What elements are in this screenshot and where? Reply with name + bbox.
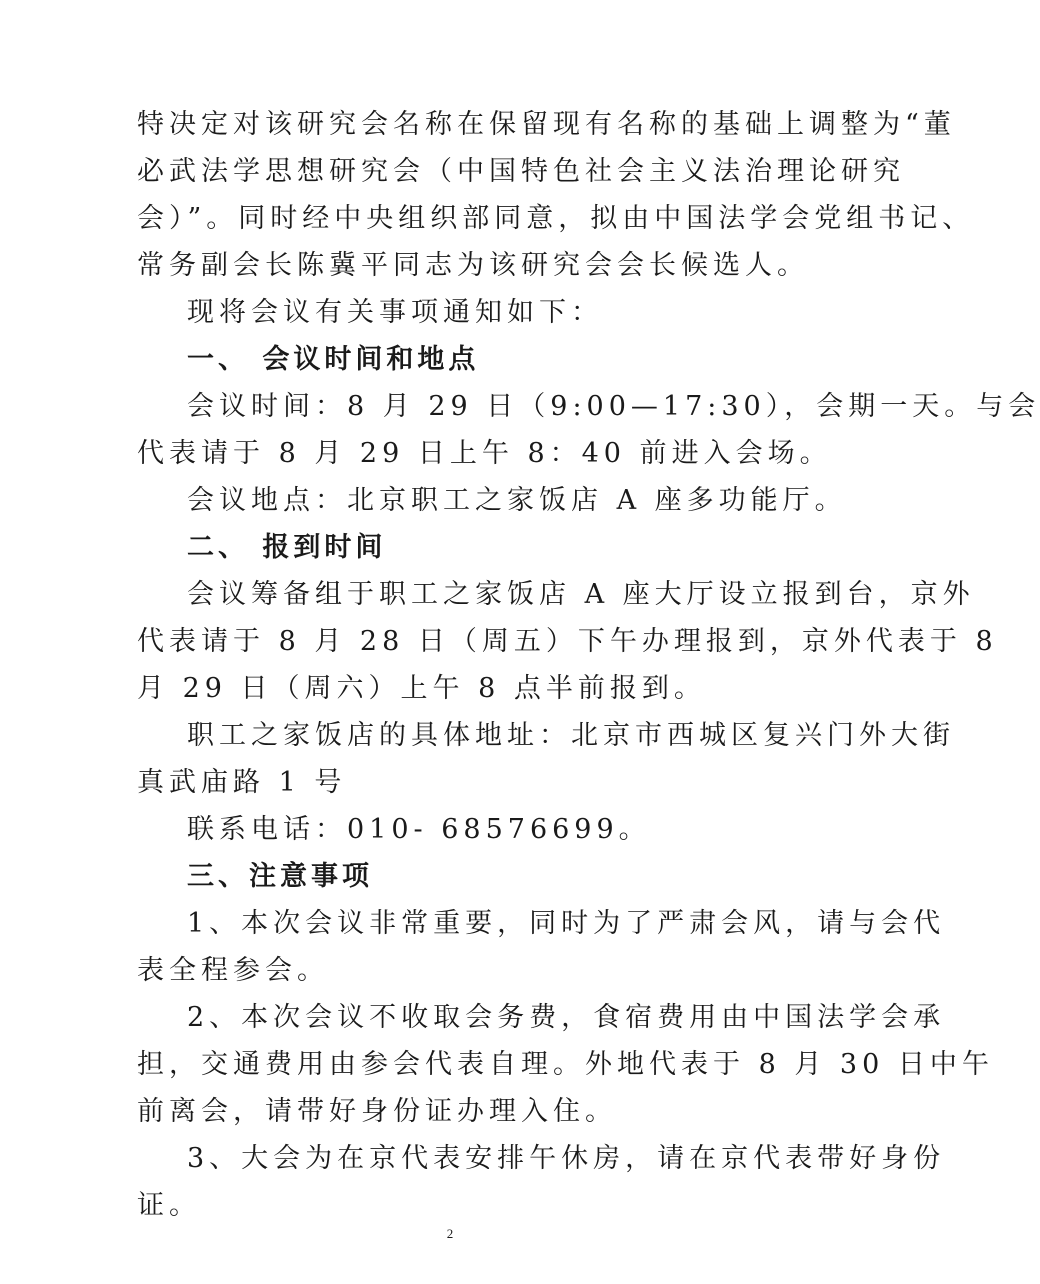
paragraph-line: 会议地点：北京职工之家饭店 A 座多功能厅。 — [187, 485, 847, 516]
paragraph-line: 表全程参会。 — [137, 955, 329, 986]
section-heading-3: 三、注意事项 — [187, 861, 373, 892]
paragraph-line: 担，交通费用由参会代表自理。外地代表于 8 月 30 日中午 — [137, 1049, 994, 1080]
paragraph-line: 必武法学思想研究会（中国特色社会主义法治理论研究 — [137, 156, 905, 187]
paragraph-line: 前离会，请带好身份证办理入住。 — [137, 1096, 617, 1127]
section-heading-2: 二、 报到时间 — [187, 532, 387, 563]
paragraph-line: 特决定对该研究会名称在保留现有名称的基础上调整为“董 — [137, 109, 956, 140]
paragraph-line: 常务副会长陈冀平同志为该研究会会长候选人。 — [137, 250, 809, 281]
paragraph-line: 职工之家饭店的具体地址：北京市西城区复兴门外大街 — [187, 720, 955, 751]
page-number: 2 — [446, 1226, 454, 1241]
paragraph-line: 会）”。同时经中央组织部同意，拟由中国法学会党组书记、 — [137, 203, 975, 234]
paragraph-line: 2、本次会议不收取会务费，食宿费用由中国法学会承 — [187, 1002, 946, 1033]
paragraph-line: 现将会议有关事项通知如下： — [187, 297, 603, 328]
contact-phone: 联系电话：010- 68576699。 — [187, 814, 651, 845]
paragraph-line: 代表请于 8 月 28 日（周五）下午办理报到，京外代表于 8 — [137, 626, 998, 657]
paragraph-line: 会议时间：8 月 29 日（9:00—17:30），会期一天。与会 — [187, 391, 1040, 422]
paragraph-line: 月 29 日（周六）上午 8 点半前报到。 — [137, 673, 706, 704]
paragraph-line: 会议筹备组于职工之家饭店 A 座大厅设立报到台，京外 — [187, 579, 975, 610]
paragraph-line: 代表请于 8 月 29 日上午 8：40 前进入会场。 — [137, 438, 832, 469]
paragraph-line: 1、本次会议非常重要，同时为了严肃会风，请与会代 — [187, 908, 946, 939]
section-heading-1: 一、 会议时间和地点 — [187, 344, 480, 375]
paragraph-line: 3、大会为在京代表安排午休房，请在京代表带好身份 — [187, 1143, 946, 1174]
paragraph-line: 证。 — [137, 1190, 201, 1221]
paragraph-line: 真武庙路 1 号 — [137, 767, 347, 798]
